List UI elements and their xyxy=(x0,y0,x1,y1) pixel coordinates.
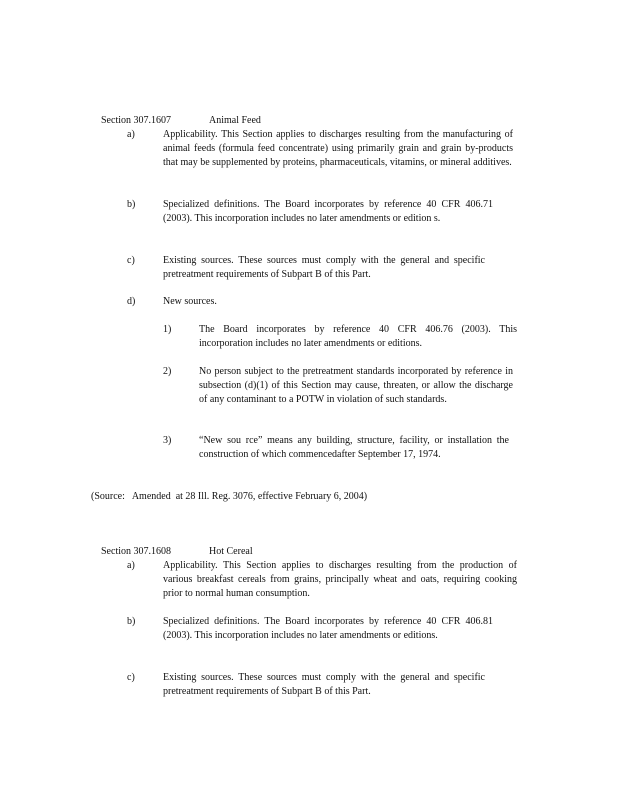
subparagraph-label: 2) xyxy=(163,366,172,377)
section-title: Hot Cereal xyxy=(209,546,253,557)
subparagraph-text: No person subject to the pretreatment standards incorporated by reference in subsection (d)(1) of this Section may cause, threaten, or allow the discharge of any contaminant to a POTW in violation of such standards. xyxy=(199,366,513,405)
subparagraph-label: 3) xyxy=(163,435,172,446)
paragraph-label: b) xyxy=(127,199,136,210)
section-title: Animal Feed xyxy=(209,115,261,126)
paragraph-label: c) xyxy=(127,255,135,266)
paragraph-label: a) xyxy=(127,560,135,571)
subparagraph-label: 1) xyxy=(163,324,172,335)
paragraph-text: Existing sources. These sources must comply with the general and specific pretreatment requirements of Subpart B of this Part. xyxy=(163,255,485,280)
paragraph-text: New sources. xyxy=(163,296,217,307)
paragraph-text: Applicability. This Section applies to discharges resulting from the manufacturing of animal feeds (formula feed concentrate) using primarily grain and grain by-products that may be supplemented by proteins, pharmaceuticals, vitamins, or mineral additives. xyxy=(163,129,513,168)
paragraph-label: c) xyxy=(127,672,135,683)
paragraph-label: b) xyxy=(127,616,136,627)
subparagraph-text: The Board incorporates by reference 40 CFR 406.76 (2003). This incorporation includes no later amendments or editions. xyxy=(199,324,517,349)
paragraph-text: Specialized definitions. The Board incorporates by reference 40 CFR 406.81 (2003). This incorporation includes no later amendments or editions. xyxy=(163,616,493,641)
paragraph-text: Specialized definitions. The Board incorporates by reference 40 CFR 406.71 (2003). This incorporation includes no later amendments or edition s. xyxy=(163,199,493,224)
subparagraph-text: “New sou rce” means any building, structure, facility, or installation the construction of which commencedafter September 17, 1974. xyxy=(199,435,509,460)
paragraph-text: Existing sources. These sources must comply with the general and specific pretreatment requirements of Subpart B of this Part. xyxy=(163,672,485,697)
section-number: Section 307.1608 xyxy=(101,546,171,557)
paragraph-label: d) xyxy=(127,296,136,307)
paragraph-label: a) xyxy=(127,129,135,140)
section-number: Section 307.1607 xyxy=(101,115,171,126)
source-note: (Source: Amended at 28 Ill. Reg. 3076, effective February 6, 2004) xyxy=(91,491,368,502)
paragraph-text: Applicability. This Section applies to discharges resulting from the production of various breakfast cereals from grains, principally wheat and oats, requiring cooking prior to normal human consumption. xyxy=(163,560,517,599)
